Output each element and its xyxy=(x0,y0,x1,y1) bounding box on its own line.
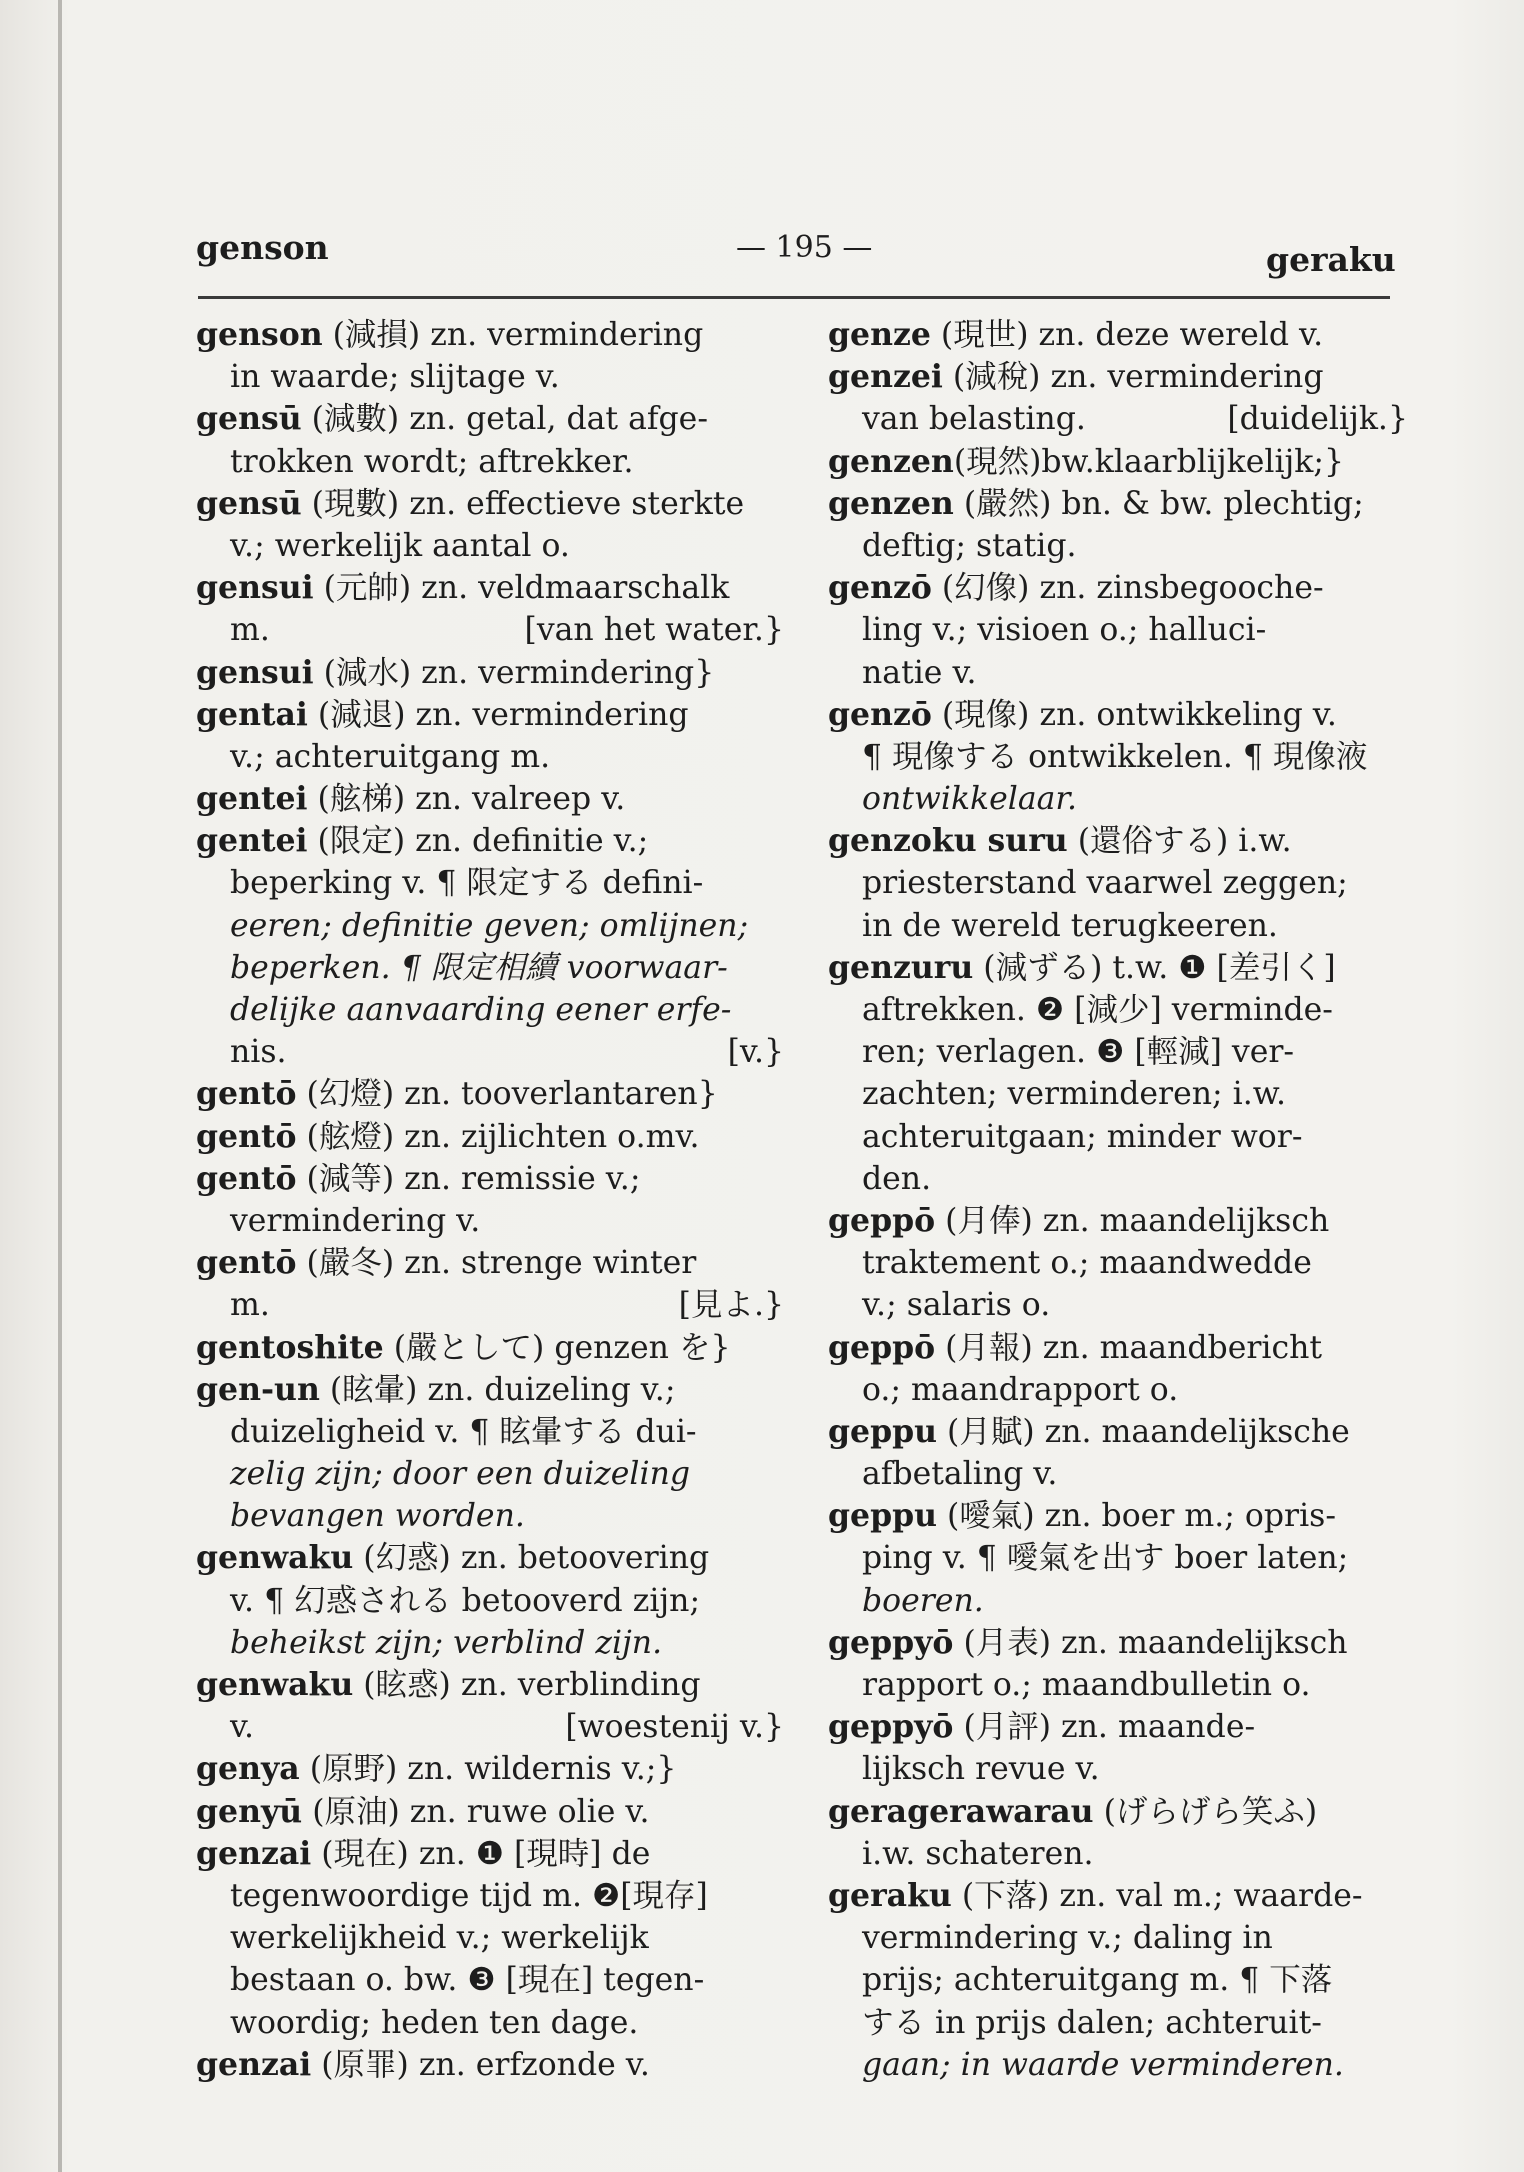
headword: geppō xyxy=(828,1201,936,1239)
definition-text: (減稅) zn. vermindering xyxy=(942,359,1324,396)
definition-text: (減數) zn. getal, dat afge- xyxy=(301,401,708,438)
runover-text: [van het water.} xyxy=(524,612,784,649)
entry-line xyxy=(828,1706,1408,1748)
entry-line xyxy=(196,1242,784,1284)
definition-text: (月報) zn. maandbericht xyxy=(935,1329,1323,1366)
continuation-line xyxy=(196,1031,784,1073)
headword: geppyō xyxy=(828,1708,954,1746)
headword: gentō xyxy=(196,1075,297,1113)
headword: gentai xyxy=(196,695,308,733)
continuation-line: priesterstand vaarwel zeggen; xyxy=(862,865,1348,902)
entry-line xyxy=(828,1495,1408,1537)
continuation-line: lijksch revue v. xyxy=(862,1751,1100,1788)
definition-text: (原野) zn. wildernis v.;} xyxy=(299,1751,677,1788)
definition-text: (元帥) zn. veldmaarschalk xyxy=(313,570,730,607)
entry-line xyxy=(196,652,784,694)
definition-text: van belasting. xyxy=(862,401,1086,438)
entry-line xyxy=(196,314,784,356)
headword: genze xyxy=(828,316,931,353)
definition-text: m. xyxy=(230,612,270,649)
entry-line xyxy=(196,820,784,862)
continuation-line: ontwikkelaar. xyxy=(862,781,1078,818)
entry-line xyxy=(828,441,1408,483)
headword: genzai xyxy=(196,1834,312,1872)
headword: geragerawarau xyxy=(828,1792,1094,1830)
continuation-line: afbetaling v. xyxy=(862,1456,1058,1493)
entry-line xyxy=(196,1073,784,1115)
binding-edge xyxy=(58,0,62,2172)
entry-line xyxy=(196,1369,784,1411)
entry-line xyxy=(196,567,784,609)
continuation-line: ren; verlagen. ❸ [輕減] ver- xyxy=(862,1034,1295,1071)
runover-text: [見よ.} xyxy=(678,1287,784,1324)
entry-line xyxy=(828,947,1408,989)
definition-text: (現在) zn. ❶ [現時] de xyxy=(311,1835,651,1872)
headword: gentō xyxy=(196,1244,297,1282)
continuation-line: duizeligheid v. ¶ 眩暈する dui- xyxy=(230,1413,697,1450)
definition-text: (噯氣) zn. boer m.; opris- xyxy=(937,1498,1336,1535)
entry-line xyxy=(828,820,1408,862)
continuation-line: zelig zijn; door een duizeling xyxy=(230,1456,691,1493)
entry-line xyxy=(196,778,784,820)
continuation-line: gaan; in waarde verminderen. xyxy=(862,2046,1344,2083)
headword: genson xyxy=(196,316,323,353)
right-column xyxy=(828,314,1408,2086)
entry-line xyxy=(828,356,1408,398)
runover-text: [woestenij v.} xyxy=(565,1709,784,1746)
headword: geraku xyxy=(828,1876,952,1914)
running-head-left: genson xyxy=(196,228,329,267)
continuation-line: in waarde; slijtage v. xyxy=(230,359,560,396)
definition-text: (減等) zn. remissie v.; xyxy=(296,1160,641,1197)
definition-text: m. xyxy=(230,1287,270,1324)
continuation-line: boeren. xyxy=(862,1582,984,1619)
continuation-line: v.; salaris o. xyxy=(862,1287,1051,1324)
headword: genzō xyxy=(828,569,932,607)
continuation-line: beheikst zijn; verblind zijn. xyxy=(230,1624,663,1661)
continuation-line: den. xyxy=(862,1160,932,1197)
headword: geppu xyxy=(828,1412,938,1450)
entry-line xyxy=(196,1158,784,1200)
continuation-line: v. ¶ 幻惑される betooverd zijn; xyxy=(230,1582,701,1619)
definition-text: (舷燈) zn. zijlichten o.mv. xyxy=(296,1118,700,1155)
definition-text: (原罪) zn. erfzonde v. xyxy=(311,2046,650,2083)
continuation-line: trokken wordt; aftrekker. xyxy=(230,443,634,480)
continuation-line xyxy=(828,398,1408,440)
entry-line xyxy=(828,567,1408,609)
headword: geppō xyxy=(828,1328,936,1366)
continuation-line: deftig; statig. xyxy=(862,527,1077,564)
entry-line xyxy=(828,1411,1408,1453)
entry-line xyxy=(196,398,784,440)
definition-text: (幻像) zn. zinsbegooche- xyxy=(931,570,1324,607)
definition-text: (月俸) zn. maandelijksch xyxy=(935,1202,1330,1239)
definition-text: (げらげら笑ふ) xyxy=(1093,1793,1318,1830)
headword: genzen xyxy=(828,442,954,480)
definition-text: (現然)bw.klaarblijkelijk;} xyxy=(953,443,1345,480)
entry-line xyxy=(828,1875,1408,1917)
continuation-line xyxy=(196,1284,784,1326)
headword: gentō xyxy=(196,1159,297,1197)
definition-text: (現世) zn. deze wereld v. xyxy=(930,317,1324,353)
entry-line xyxy=(828,1622,1408,1664)
headword: genzai xyxy=(196,2045,312,2083)
definition-text: (還俗する) i.w. xyxy=(1067,823,1292,860)
page-number: — 195 — xyxy=(736,230,873,265)
continuation-line: bestaan o. bw. ❸ [現在] tegen- xyxy=(230,1962,705,1999)
continuation-line: する in prijs dalen; achteruit- xyxy=(862,2004,1322,2041)
headword: genzei xyxy=(828,358,943,396)
headword: gensū xyxy=(196,400,302,438)
definition-text: (下落) zn. val m.; waarde- xyxy=(951,1877,1363,1914)
definition-text: (幻燈) zn. tooverlantaren} xyxy=(296,1076,718,1113)
headword: gensū xyxy=(196,484,302,522)
definition-text: (嚴として) genzen を} xyxy=(383,1329,731,1366)
continuation-line: woordig; heden ten dage. xyxy=(230,2004,639,2041)
continuation-line: beperking v. ¶ 限定する defini- xyxy=(230,865,704,902)
running-head-right: geraku xyxy=(1266,240,1396,279)
definition-text: (月賦) zn. maandelijksche xyxy=(937,1413,1350,1450)
entry-line xyxy=(196,1833,784,1875)
continuation-line: zachten; verminderen; i.w. xyxy=(862,1076,1286,1113)
continuation-line: v.; werkelijk aantal o. xyxy=(230,527,570,564)
headword: gen-un xyxy=(196,1370,320,1408)
entry-line xyxy=(828,1200,1408,1242)
continuation-line: i.w. schateren. xyxy=(862,1835,1094,1872)
definition-text: (嚴然) bn. & bw. plechtig; xyxy=(953,485,1364,522)
headword: gensui xyxy=(196,653,314,691)
definition-text: v. xyxy=(230,1709,255,1746)
headword: gentō xyxy=(196,1117,297,1155)
entry-line xyxy=(196,1537,784,1579)
continuation-line: ling v.; visioen o.; halluci- xyxy=(862,612,1267,649)
entry-line xyxy=(196,483,784,525)
entry-line xyxy=(196,1116,784,1158)
headword: gensui xyxy=(196,569,314,607)
definition-text: (嚴冬) zn. strenge winter xyxy=(296,1245,697,1282)
entry-line xyxy=(828,694,1408,736)
headword: geppu xyxy=(828,1497,938,1535)
left-column xyxy=(196,314,784,2086)
definition-text: (限定) zn. definitie v.; xyxy=(307,823,649,860)
definition-text: (原油) zn. ruwe olie v. xyxy=(302,1793,650,1830)
definition-text: (月評) zn. maande- xyxy=(953,1709,1256,1746)
definition-text: (現數) zn. effectieve sterkte xyxy=(301,485,745,522)
headword: genya xyxy=(196,1750,300,1788)
entry-line xyxy=(196,694,784,736)
continuation-line: in de wereld terugkeeren. xyxy=(862,907,1278,944)
headword: genzoku suru xyxy=(828,822,1068,860)
continuation-line: eeren; definitie geven; omlijnen; xyxy=(230,907,749,944)
definition-text: (減水) zn. vermindering} xyxy=(313,654,715,691)
continuation-line: v.; achteruitgang m. xyxy=(230,738,551,775)
continuation-line xyxy=(196,609,784,651)
headword: gentei xyxy=(196,822,308,860)
entry-line xyxy=(196,1748,784,1790)
definition-text: nis. xyxy=(230,1034,287,1071)
entry-line xyxy=(828,1327,1408,1369)
continuation-line: werkelijkheid v.; werkelijk xyxy=(230,1920,649,1957)
entry-line xyxy=(196,1664,784,1706)
headword: genwaku xyxy=(196,1539,354,1577)
headword: gentei xyxy=(196,780,308,818)
continuation-line: traktement o.; maandwedde xyxy=(862,1245,1312,1282)
continuation-line: vermindering v.; daling in xyxy=(862,1920,1273,1957)
definition-text: (減ずる) t.w. ❶ [差引く] xyxy=(973,949,1336,986)
continuation-line: delijke aanvaarding eener erfe- xyxy=(230,992,732,1028)
definition-text: (減損) zn. vermindering xyxy=(322,317,704,353)
runover-text: [v.} xyxy=(727,1034,784,1071)
entry-line xyxy=(196,1327,784,1369)
definition-text: (現像) zn. ontwikkeling v. xyxy=(931,696,1337,733)
headword: geppyō xyxy=(828,1623,954,1661)
definition-text: (減退) zn. vermindering xyxy=(307,696,689,733)
headword: genzō xyxy=(828,695,932,733)
continuation-line: bevangen worden. xyxy=(230,1498,525,1535)
headword: genyū xyxy=(196,1792,303,1830)
continuation-line: vermindering v. xyxy=(230,1202,481,1239)
runover-text: [duidelijk.} xyxy=(1227,401,1408,438)
continuation-line xyxy=(196,1706,784,1748)
continuation-line: beperken. ¶ 限定相續 voorwaar- xyxy=(230,949,728,986)
entry-line xyxy=(196,2044,784,2086)
definition-text: (眩惑) zn. verblinding xyxy=(353,1667,701,1703)
headword: genzuru xyxy=(828,948,974,986)
continuation-line: natie v. xyxy=(862,654,977,691)
continuation-line: ping v. ¶ 噯氣を出す boer laten; xyxy=(862,1540,1349,1577)
definition-text: (眩暈) zn. duizeling v.; xyxy=(319,1371,676,1408)
entry-line xyxy=(828,314,1408,356)
headword: genwaku xyxy=(196,1666,354,1703)
continuation-line: achteruitgaan; minder wor- xyxy=(862,1118,1303,1155)
continuation-line: ¶ 現像する ontwikkelen. ¶ 現像液 xyxy=(862,738,1368,775)
definition-text: (舷梯) zn. valreep v. xyxy=(307,781,626,818)
definition-text: (月表) zn. maandelijksch xyxy=(953,1624,1348,1661)
headword: gentoshite xyxy=(196,1328,384,1366)
entry-line xyxy=(828,483,1408,525)
continuation-line: aftrekken. ❷ [減少] verminde- xyxy=(862,992,1333,1028)
continuation-line: prijs; achteruitgang m. ¶ 下落 xyxy=(862,1962,1333,1999)
headword: genzen xyxy=(828,484,954,522)
continuation-line: o.; maandrapport o. xyxy=(862,1371,1179,1408)
definition-text: (幻惑) zn. betoovering xyxy=(353,1540,710,1577)
entry-line xyxy=(196,1791,784,1833)
continuation-line: tegenwoordige tijd m. ❷[現存] xyxy=(230,1877,708,1914)
header-rule xyxy=(198,296,1390,299)
continuation-line: rapport o.; maandbulletin o. xyxy=(862,1667,1311,1703)
entry-line xyxy=(828,1791,1408,1833)
